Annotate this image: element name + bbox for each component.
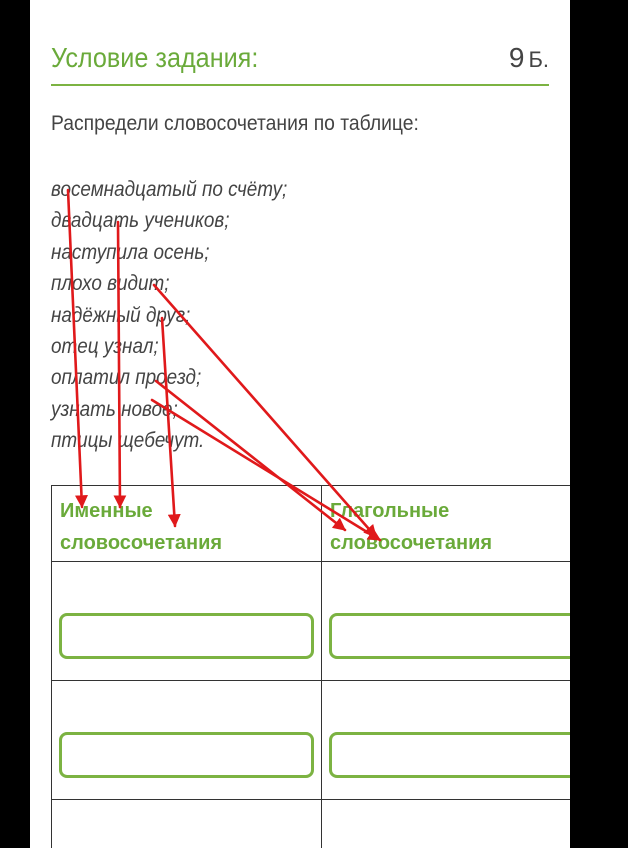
drop-zone-nominal[interactable] [59,613,314,659]
phrase-item[interactable]: оплатил проезд; [51,366,202,390]
points-unit: Б. [528,47,549,72]
table-cell [322,800,571,848]
phrase-item[interactable]: плохо видит; [51,272,170,296]
task-header [51,40,549,86]
drop-zone-verbal[interactable] [329,732,570,778]
answer-table [51,485,570,848]
task-points [509,42,549,74]
table-header-row [52,486,571,562]
phrase-item[interactable]: двадцать учеников; [51,209,230,233]
table-cell [322,681,571,800]
phrase-item[interactable]: узнать новое; [51,397,178,421]
table-row [52,562,571,681]
drop-zone-nominal[interactable] [59,732,314,778]
column-header-nominal: Именные словосочетания [52,486,322,562]
table-cell [52,681,322,800]
drop-zone-verbal[interactable] [329,613,570,659]
table-row [52,681,571,800]
phrase-item[interactable]: отец узнал; [51,334,159,358]
table-cell [52,562,322,681]
task-panel [30,0,570,848]
phrase-item[interactable]: восемнадцатый по счёту; [51,178,288,201]
phrase-item[interactable]: надёжный друг; [51,303,191,327]
table-cell [322,562,571,681]
task-instruction: Распредели словосочетания по таблице: [51,112,419,135]
phrase-list [51,174,314,457]
points-value: 9 [508,42,525,73]
column-header-verbal: Глагольные словосочетания [322,486,571,562]
table-row [52,800,571,848]
phrase-item[interactable]: птицы щебечут. [51,429,205,453]
phrase-item[interactable]: наступила осень; [51,240,210,264]
task-title: Условие задания: [51,42,259,73]
table-cell [52,800,322,848]
